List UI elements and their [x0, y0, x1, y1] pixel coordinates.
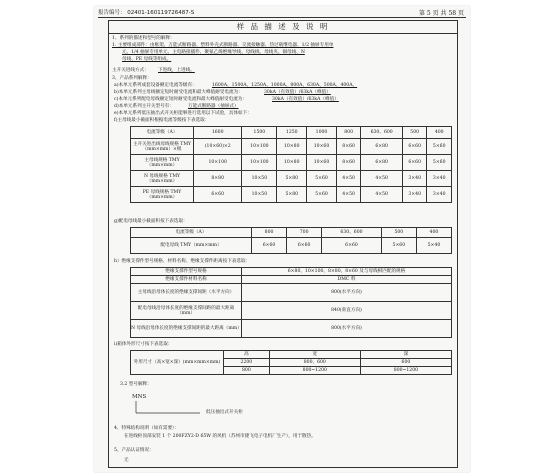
incoming-value: 下进线，上进线。: [158, 68, 195, 73]
i-label: i)箱体外形尺寸按下表选取：: [114, 342, 173, 347]
cert-heading: 5、产品认证情况：: [114, 448, 154, 453]
t1-cell: 5×60: [307, 187, 337, 203]
main-bus-value: 30kA（有效值）/63kA（峰值）: [264, 90, 331, 95]
t1-cell: PE 母线规格 TMY（mm×mm）: [131, 187, 194, 203]
intro-line-1: 1. 主要组成部件：由框架、万能式断路器、塑料外壳式断路器、交流接触器、热过载继电器、1/2 抽屉专用单: [112, 43, 334, 48]
h-label: h）绝缘支撑件型号规格、材料名称、绝缘支撑件距离按下表选取：: [114, 259, 251, 264]
model-code: MNS: [132, 394, 147, 400]
t3-cell: 840(垂直方向): [242, 302, 452, 320]
insulator-table: [130, 267, 452, 338]
t1-cell: 主开关进出线母线规格 TMY（mm×mm）×根: [131, 139, 194, 155]
t1-cell: 主母线规格 TMY（mm×mm）: [131, 155, 194, 171]
main-bus-table-label: f)主母线最小截面积根据电流等级按下表选取：: [114, 118, 210, 123]
t1-cell: 8×60: [336, 139, 360, 155]
t1-cell: 10×60: [307, 155, 337, 171]
t4-header: 宽: [269, 351, 360, 359]
t4-cell: 800~1200: [360, 367, 451, 375]
t1-cell: 10×80: [277, 155, 307, 171]
rating-label: a)本单元系列成套设备额定电流等级有：: [114, 83, 197, 88]
model-desc: 低压抽出式开关柜: [206, 410, 243, 415]
model-heading: 3.2 型号解释：: [120, 382, 152, 387]
dist-bus-label: c)本单元系列配电母线额定短时耐受电流和最大峰值耐受电流为：: [114, 97, 247, 102]
special-text: 在进线柜顶部安装 1 个 200FZY2-D 65W 的风机（苏州市捷飞电子电机厂生产），用于散热。: [124, 434, 316, 439]
test-line: e)本单元系列低压抽出式开关柜能够进行选用以下试验，具体如下：: [114, 111, 252, 116]
t3-cell: DMC 料: [242, 276, 452, 284]
t1-header: 1600: [194, 127, 242, 139]
t3-cell: 绝缘支撑件型号规格: [131, 268, 242, 276]
t1-cell: 6×60: [402, 139, 426, 155]
t2-header: 800: [252, 228, 287, 238]
t1-header: 400: [427, 127, 452, 139]
t1-cell: 10×100: [242, 155, 277, 171]
t2-cell: 5×60: [381, 238, 416, 254]
header-rule: [98, 17, 466, 18]
t2-cell: 6×60: [252, 238, 287, 254]
t4-label: 外形尺寸（高×宽×深）(mm×mm×mm): [131, 351, 224, 375]
t4-cell: 2200: [224, 359, 270, 367]
rating-value: 1600A、1500A、1250A、1000A、800A、630A、500A、400A。: [212, 83, 358, 88]
t1-cell: (10×60)×2: [194, 139, 242, 155]
t2-cell: 6×60: [287, 238, 322, 254]
t1-cell: 10×50: [242, 187, 277, 203]
t2-header: 630、600: [322, 228, 382, 238]
page-number: 第 5 页 共 58 页: [419, 10, 464, 17]
t3-cell: 800(水平方向): [242, 320, 452, 338]
t1-cell: 8×60: [336, 155, 360, 171]
t1-header: 1250: [277, 127, 307, 139]
switch-value: 万能式断路器（抽屉式）: [188, 104, 239, 109]
t1-cell: 3×40: [402, 171, 426, 187]
t4-cell: 800~1200: [269, 367, 360, 375]
t2-cell: 6×60: [322, 238, 382, 254]
t1-cell: 4×50: [361, 187, 403, 203]
t1-cell: 10×100: [194, 155, 242, 171]
intro-line-3: 母线、PE 母线等组成。: [122, 57, 172, 62]
t1-cell: 10×60: [307, 139, 337, 155]
t1-cell: 3×40: [427, 171, 452, 187]
t4-cell: 800: [224, 367, 270, 375]
t1-cell: 5×60: [427, 139, 452, 155]
t1-header: 1000: [307, 127, 337, 139]
cabinet-size-table: [130, 350, 452, 375]
t1-header: 1500: [242, 127, 277, 139]
model-bracket: [134, 401, 204, 419]
page-title: 样 品 描 述 及 说 明: [108, 20, 458, 34]
t1-cell: 6×80: [361, 155, 403, 171]
t1-cell: 4×50: [361, 171, 403, 187]
main-bus-label: b)本单元系列主母线额定短时耐受电流和最大峰值耐受电流为：: [114, 90, 243, 95]
t1-cell: 8×80: [194, 171, 242, 187]
document-page: [94, 6, 470, 472]
t1-cell: 3×40: [427, 187, 452, 203]
t3-cell: 绝缘支撑件材料名称: [131, 276, 242, 284]
main-busbar-table: [130, 126, 452, 203]
t4-cell: 800、600: [269, 359, 360, 367]
t3-cell: 配电母线沿母体长度的绝缘支撑间距的最大距离（mm）: [131, 302, 242, 320]
t1-cell: 4×50: [336, 171, 360, 187]
t4-header: 深: [360, 351, 451, 359]
intro-heading: 1、系列的描述和型号的解释：: [112, 36, 175, 41]
t2-header: 电流等级（A）: [131, 228, 252, 238]
t1-cell: 10×50: [242, 171, 277, 187]
t2-cell: 配电母线 TMY（mm×mm）: [131, 238, 252, 254]
t4-header: 高: [224, 351, 270, 359]
t3-cell: 6×80、10×100、8×80、8×60 及与母线相匹配的规格: [242, 268, 452, 276]
t1-cell: 5×60: [427, 155, 452, 171]
t2-cell: 5×40: [416, 238, 451, 254]
t1-cell: 3×40: [402, 187, 426, 203]
t1-header: 800: [336, 127, 360, 139]
t3-cell: N 母线沿母体长度的绝缘支撑间距的最大距离（mm）: [131, 320, 242, 338]
t1-cell: N 母线规格 TMY（mm×mm）: [131, 171, 194, 187]
t1-header: 500: [402, 127, 426, 139]
cert-value: 无: [124, 458, 129, 463]
dist-bus-value: 30kA（有效值）/63kA（峰值）: [272, 97, 339, 102]
t3-cell: 主母线沿母体长度的绝缘支撑间距（水平方向）: [131, 284, 242, 302]
special-heading: 4、特殊结构说明（如有需要）：: [114, 426, 179, 431]
t1-cell: 4×50: [336, 187, 360, 203]
t1-cell: 10×80: [277, 139, 307, 155]
incoming-label: 主开关进线方式：: [112, 68, 149, 73]
t3-cell: 800(水平方向): [242, 284, 452, 302]
t2-header: 700: [287, 228, 322, 238]
t1-header: 电流等级（A）: [131, 127, 194, 139]
switch-label: d)本单元系列主开关型号有：: [114, 104, 174, 109]
t2-header: 500: [381, 228, 416, 238]
t1-cell: 5×80: [277, 171, 307, 187]
t1-cell: 10×100: [242, 139, 277, 155]
report-number: 报告编号： 02401-160119726487-S: [98, 10, 195, 16]
t2-header: 400: [416, 228, 451, 238]
intro-line-2: 元、1/4 抽屉专用单元、主电路接插件、聚氨乙烯绝缘导线、母线线、母线夹、铜母线、N: [122, 50, 305, 55]
t1-cell: 6×60: [194, 187, 242, 203]
t1-cell: 5×80: [277, 187, 307, 203]
t1-cell: 6×60: [402, 155, 426, 171]
t1-header: 630、600: [361, 127, 403, 139]
t1-cell: 5×60: [307, 171, 337, 187]
distribution-bus-table: [130, 227, 452, 254]
t4-cell: 600: [360, 359, 451, 367]
g-label: g)配电母线最小截面积按下表选取：: [114, 219, 188, 224]
t1-cell: 6×80: [361, 139, 403, 155]
series-heading: 3、产品系列解释：: [112, 76, 152, 81]
